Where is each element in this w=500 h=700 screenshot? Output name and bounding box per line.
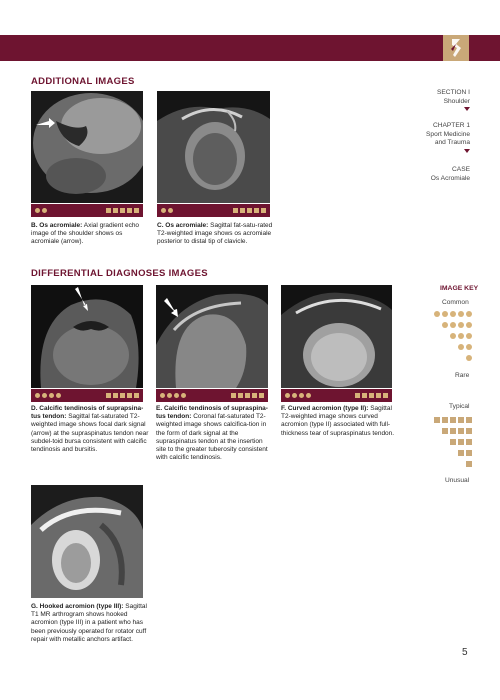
- triangle-down-icon: [437, 106, 470, 115]
- sidebar-section-name: Shoulder: [443, 97, 470, 105]
- figure-b-caption: B. Os acromiale: Axial gradient echo image of the shoulder shows os acromiale (arrow).: [31, 222, 140, 246]
- sidebar-case-label: CASE: [452, 166, 470, 173]
- figure-e-image: [156, 285, 268, 388]
- figure-e-caption: E. Calcific tendinosis of supraspina-tus tendon: Coronal fat-saturated T2-weighted image shows calcifica-tion in the form of dark signal at the supraspinatus tendon at the insertion site to the greater tuberosity consistent with calcific tendinosis.: [156, 405, 268, 462]
- page-number: 5: [462, 647, 468, 658]
- sidebar-section[interactable]: [437, 89, 470, 115]
- figure-b-rating-bar: [31, 204, 143, 217]
- figure-d-rating-bar: [31, 389, 143, 402]
- image-key-rare: Rare: [455, 372, 470, 379]
- figure-d-caption: D. Calcific tendinosis of suprapsina-tus tendon: Sagittal fat-saturated T2-weighted image shows focal dark signal (arrow) at the supraspinatus tendon near subdel-toid bursa consistent with calcific tendinosis and bursitis.: [31, 405, 149, 454]
- image-key-typical: Typical: [449, 403, 470, 410]
- triangle-down-icon: [426, 148, 470, 157]
- sidebar-chapter-name-line1: Sport Medicine: [426, 130, 470, 138]
- figure-g-image: [31, 485, 143, 598]
- figure-g-caption: G. Hooked acromion (type III): Sagittal T1 MR arthrogram shows hooked acromion (type III) in a patient who has been previously operated for rotator cuff repair with metallic anchors artifact.: [31, 603, 147, 643]
- sidebar-chapter-name-line2: and Trauma: [434, 139, 470, 146]
- additional-images-heading: ADDITIONAL IMAGES: [31, 76, 135, 87]
- sidebar-chapter[interactable]: [426, 122, 470, 156]
- figure-e-rating-bar: [156, 389, 268, 402]
- figure-c-rating-bar: [157, 204, 270, 217]
- image-key-unusual: Unusual: [445, 477, 470, 484]
- figure-c-image: [157, 91, 270, 203]
- differential-images-heading: DIFFERENTIAL DIAGNOSES IMAGES: [31, 268, 208, 279]
- figure-b-image: [31, 91, 143, 203]
- figure-f-image: [281, 285, 392, 388]
- caduceus-logo-icon: [443, 35, 469, 61]
- image-key-common: Common: [442, 299, 469, 306]
- sidebar-section-label: SECTION I: [437, 89, 470, 96]
- figure-c-caption: C. Os acromiale: Sagittal fat-satu-rated T2-weighted image shows os acromiale posterior to distal tip of clavicle.: [157, 222, 273, 246]
- figure-f-caption: F. Curved acromion (type II): Sagittal T2-weighted image shows curved acromion (type II) associated with full-thickness tear of supraspinatus tendon.: [281, 405, 395, 437]
- header-band: [0, 35, 500, 61]
- figure-f-rating-bar: [281, 389, 392, 402]
- figure-d-image: [31, 285, 143, 388]
- sidebar-chapter-label: CHAPTER 1: [432, 122, 470, 129]
- sidebar-case-name: Os Acromiale: [430, 174, 470, 182]
- sidebar-case[interactable]: [431, 166, 470, 183]
- image-key-title: IMAGE KEY: [440, 285, 479, 292]
